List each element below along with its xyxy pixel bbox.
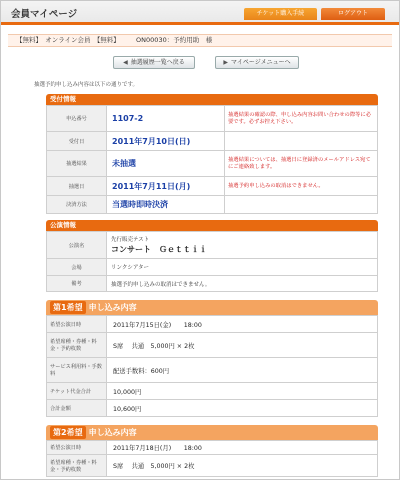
first-choice-section [46,300,378,417]
table-row [47,106,378,132]
performance-table [46,231,378,292]
second-choice-table [46,440,378,477]
intro-text: 抽選予約申し込み内容は以下の通りです。 [34,82,139,88]
performance-name-cell [107,232,378,259]
row-note: 抽選結果については、抽選日に登録済のメールアドレス宛てにご連絡致します。 [225,151,378,177]
second-choice-section [46,425,378,477]
table-row [47,259,378,276]
application-number: 1107-2 [107,106,225,132]
section-title-text: 申し込み内容 [88,428,137,437]
row-value: S席 共通 5,000円 × 2枚 [107,333,378,358]
table-row [47,333,378,358]
row-note [225,196,378,214]
reception-date: 2011年7月10日(日) [107,132,225,151]
table-row [47,316,378,333]
row-label: 希望席種・券種・料金・予約枚数 [47,455,107,477]
page-header [1,1,399,25]
row-value: 10,000円 [107,383,378,400]
back-to-lottery-history-button[interactable] [113,56,195,69]
section-title-text: 申し込み内容 [88,303,137,312]
row-value: 2011年7月18日(月) 18:00 [107,441,378,455]
lottery-result: 未抽選 [107,151,225,177]
row-label: 希望席種・券種・料金・予約枚数 [47,333,107,358]
row-label: 会場 [47,259,107,276]
section-title: 公演情報 [46,220,378,231]
row-label: 抽選結果 [47,151,107,177]
table-row [47,232,378,259]
row-label: 受付日 [47,132,107,151]
table-row [47,400,378,417]
table-row [47,132,378,151]
performance-name: コンサート Ｇｅｔｔｉｉ [111,245,207,254]
table-row [47,177,378,196]
reception-table [46,105,378,214]
row-value: 10,600円 [107,400,378,417]
row-value: S席 共通 5,000円 × 2枚 [107,455,378,477]
row-label: 希望公演日時 [47,316,107,333]
row-label: 希望公演日時 [47,441,107,455]
first-choice-table [46,315,378,417]
row-label: 抽選日 [47,177,107,196]
member-info-bar: 【無料】 オンライン会員 【無料】 ON00030：予約用助 様 [8,34,392,47]
row-label: チケット代金合計 [47,383,107,400]
menu-button-label: マイページメニューへ [231,59,291,66]
hope-badge: 第1希望 [50,301,86,314]
row-label: 公演名 [47,232,107,259]
chevron-right-icon: ▶ [223,59,229,66]
ticket-purchase-tab[interactable]: チケット購入手続 [244,8,317,20]
row-label: 備考 [47,276,107,292]
chevron-left-icon: ◀ [123,59,128,66]
table-row [47,151,378,177]
row-label: サービス利用料・手数料 [47,358,107,383]
row-label: 決済方法 [47,196,107,214]
reception-section [46,94,378,214]
remarks: 抽選予約申し込みの取消はできません。 [107,276,378,292]
table-row [47,383,378,400]
table-row [47,196,378,214]
row-label: 申込番号 [47,106,107,132]
table-row [47,455,378,477]
lottery-date: 2011年7月11日(月) [107,177,225,196]
venue: リンクシアター [107,259,378,276]
back-button-label: 抽選履歴一覧へ戻る [130,59,185,66]
section-title [46,425,378,440]
logout-tab[interactable]: ログアウト [321,8,385,20]
row-value: 配送手数料：600円 [107,358,378,383]
row-note: 抽選予約申し込みの取消はできません。 [225,177,378,196]
hope-badge: 第2希望 [50,426,86,439]
table-row [47,276,378,292]
mypage-menu-button[interactable] [215,56,299,69]
row-value: 2011年7月15日(金) 18:00 [107,316,378,333]
table-row [47,358,378,383]
section-title [46,300,378,315]
row-label: 合計金額 [47,400,107,417]
row-note: 抽選結果の確認の際、申し込み内容お問い合わせの際等に必要です。必ずお控え下さい。 [225,106,378,132]
performance-subtitle: 先行販売テスト [111,237,150,243]
row-note [225,132,378,151]
table-row [47,441,378,455]
section-title: 受付情報 [46,94,378,105]
performance-section [46,220,378,292]
page-title: 会員マイページ [11,9,78,20]
payment-method: 当選時即時決済 [107,196,225,214]
